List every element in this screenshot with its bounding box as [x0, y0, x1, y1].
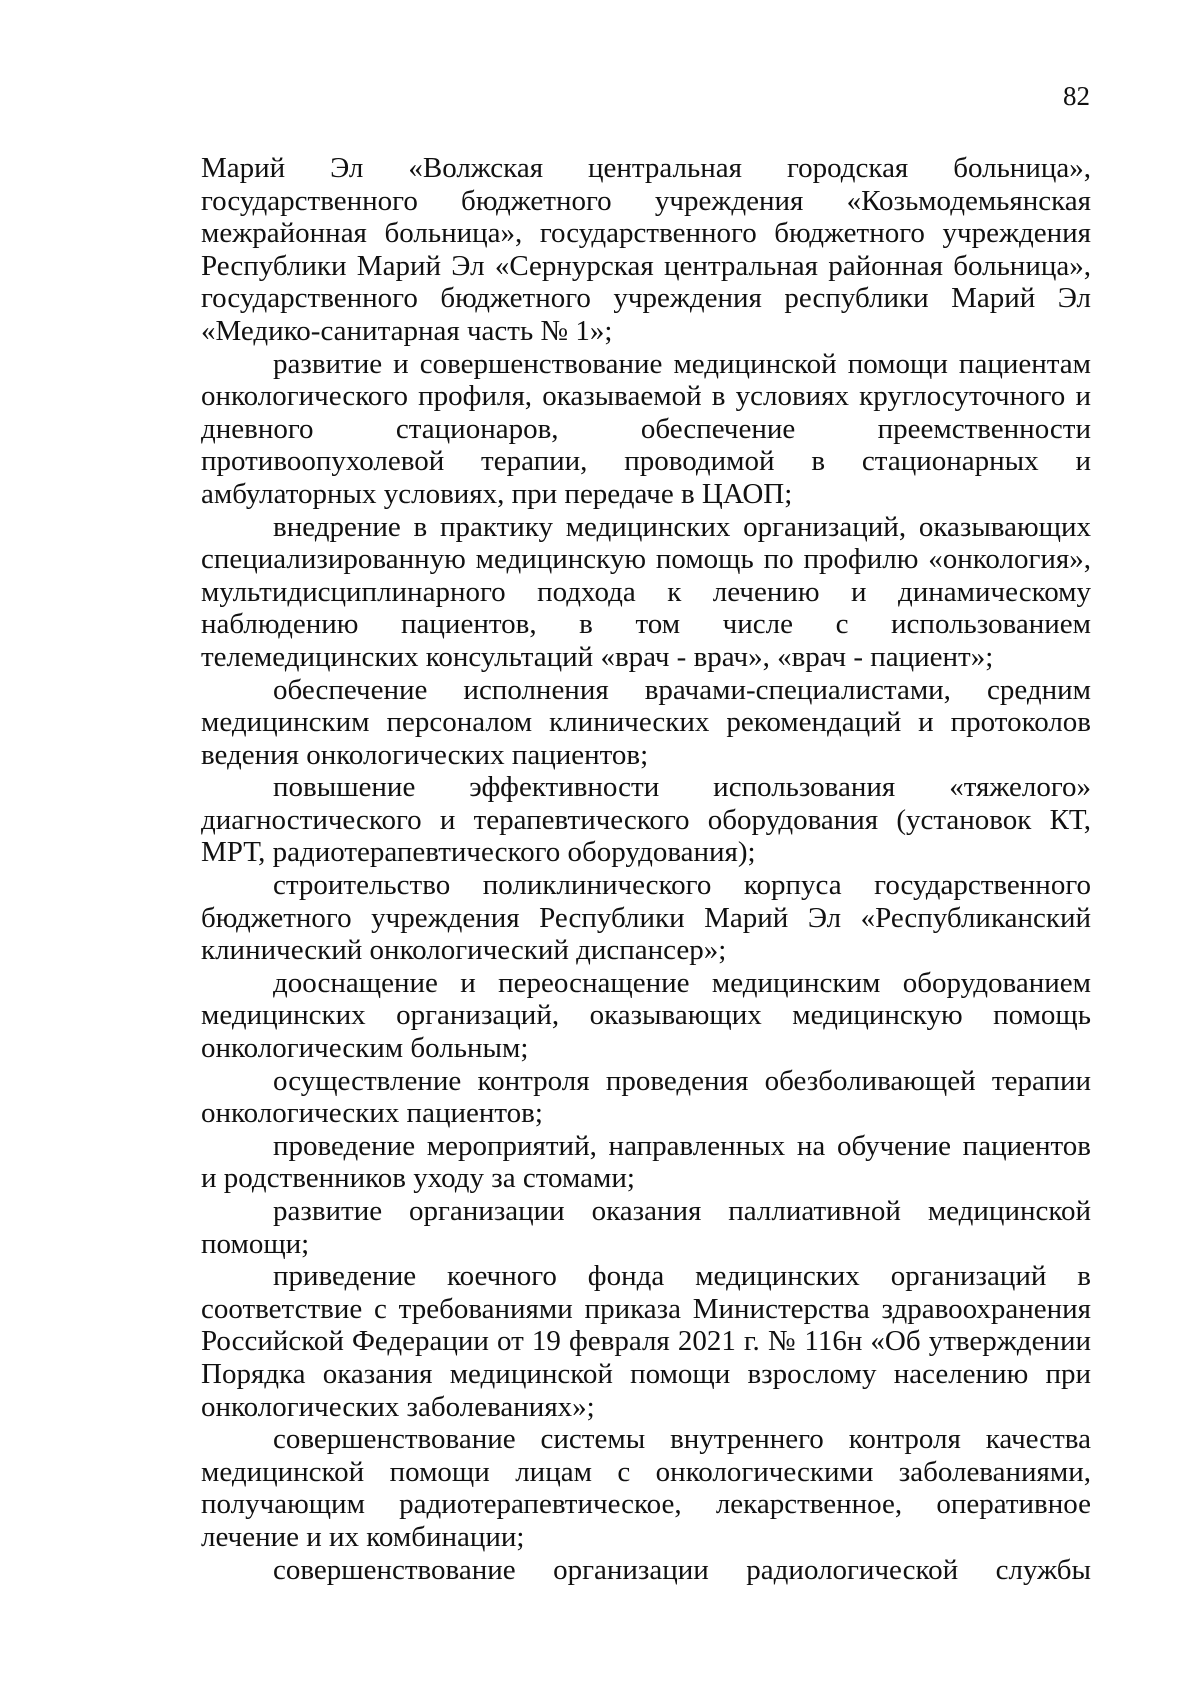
paragraph-radiology-service: совершенствование организации радиологической службы — [273, 1553, 1091, 1586]
paragraph-equipment-upgrade: дооснащение и переоснащение медицинским оборудованием медицинских организаций, оказывающих медицинскую помощь онкологическим больным; — [201, 966, 1091, 1065]
document-body — [201, 152, 1091, 1586]
paragraph-oncology-inpatient-care: развитие и совершенствование медицинской помощи пациентам онкологического профиля, оказываемой в условиях круглосуточного и дневного стационаров, обеспечение преемственности противоопухолевой терапии, проводимой в стационарных и амбулаторных условиях, при передаче в ЦАОП; — [201, 347, 1091, 510]
paragraph-palliative-care: развитие организации оказания паллиативной медицинской помощи; — [201, 1195, 1091, 1260]
paragraph-hospitals-list: Марий Эл «Волжская центральная городская больница», государственного бюджетного учреждения «Козьмодемьянская межрайонная больница», государственного бюджетного учреждения Республики Марий Эл «Сернурская центральная районная больница», государственного бюджетного учреждения республики Марий Эл «Медико-санитарная часть № 1»; — [201, 152, 1091, 347]
paragraph-pain-therapy-control: осуществление контроля проведения обезболивающей терапии онкологических пациентов; — [201, 1064, 1091, 1130]
paragraph-bed-fund-compliance: приведение коечного фонда медицинских организаций в соответствие с требованиями приказа Министерства здравоохранения Российской Федерации от 19 февраля 2021 г. № 116н «Об утверждении Порядка оказания медицинской помощи взрослому населению при онкологических заболеваниях»; — [201, 1260, 1091, 1423]
paragraph-heavy-equipment-efficiency: повышение эффективности использования «тяжелого» диагностического и терапевтического оборудования (установок КТ, МРТ, радиотерапевтического оборудования); — [201, 771, 1091, 869]
paragraph-quality-control: совершенствование системы внутреннего контроля качества медицинской помощи лицам с онкологическими заболеваниями, получающим радиотерапевтическое, лекарственное, оперативное лечение и их комбинации; — [201, 1423, 1091, 1553]
paragraph-multidisciplinary-approach: внедрение в практику медицинских организаций, оказывающих специализированную медицинскую помощь по профилю «онкология», мультидисциплинарного подхода к лечению и динамическому наблюдению пациентов, в том числе с использованием телемедицинских консультаций «врач - врач», «врач - пациент»; — [201, 510, 1091, 673]
paragraph-clinical-recommendations: обеспечение исполнения врачами-специалистами, средним медицинским персоналом клинических рекомендаций и протоколов ведения онкологических пациентов; — [201, 673, 1091, 771]
paragraph-polyclinic-construction: строительство поликлинического корпуса государственного бюджетного учреждения Республики Марий Эл «Республиканский клинический онкологический диспансер»; — [201, 869, 1091, 967]
page-number: 82 — [1063, 81, 1090, 111]
paragraph-stoma-care-training: проведение мероприятий, направленных на обучение пациентов и родственников уходу за стомами; — [201, 1129, 1091, 1195]
